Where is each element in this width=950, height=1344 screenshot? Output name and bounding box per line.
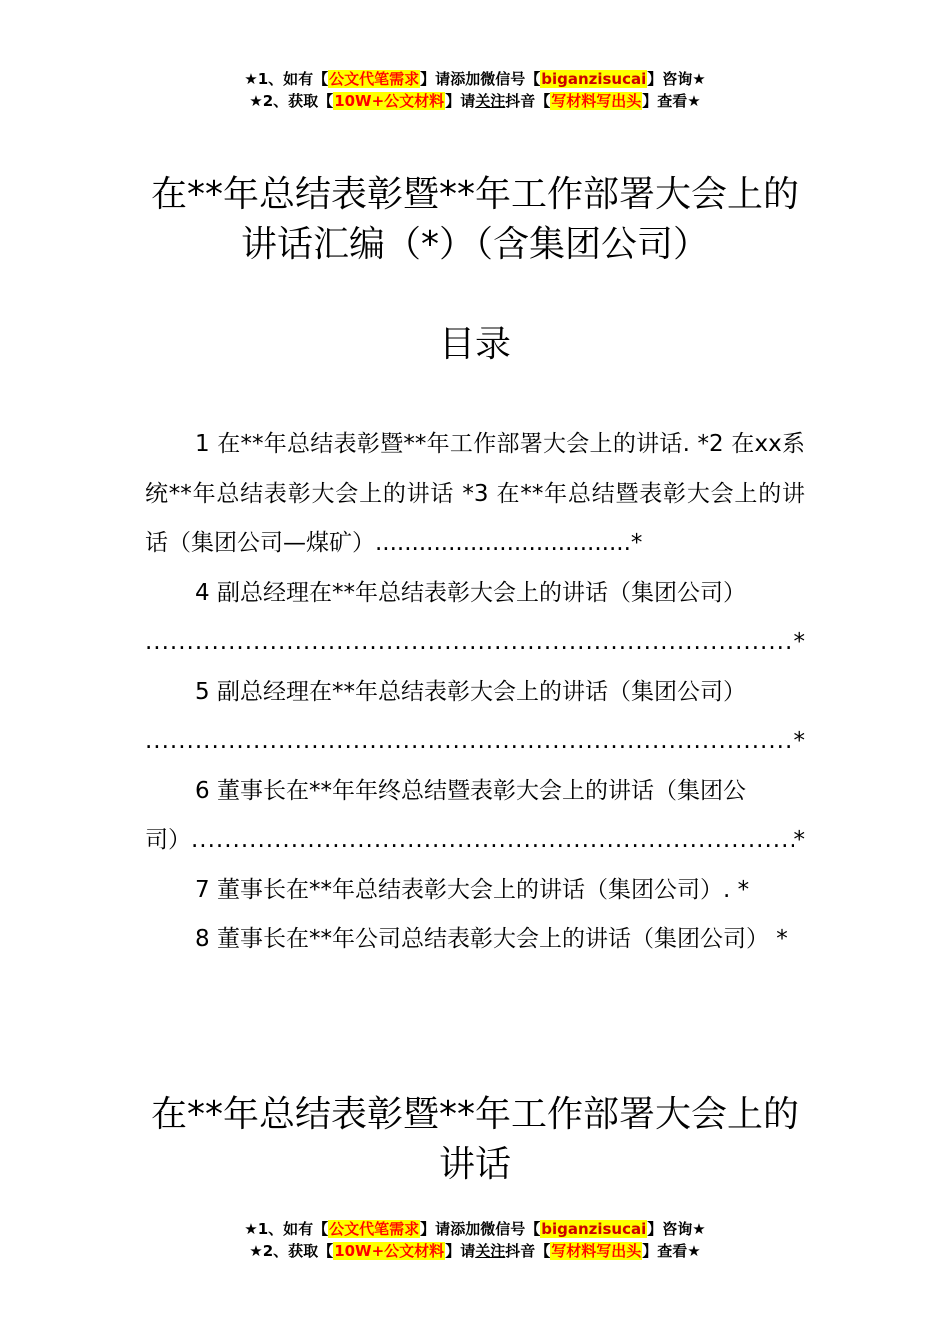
promo-text: 微信号【 (480, 70, 541, 88)
promo-text: 关注 (475, 92, 506, 110)
toc-leader: ..... * (145, 717, 805, 767)
douyin-highlight: 写材料写出头 (551, 92, 642, 110)
promo-text: 】查看★ (642, 92, 701, 110)
douyin-highlight: 写材料写出头 (551, 1242, 642, 1260)
toc-entry[interactable]: 8 董事长在**年公司总结表彰大会上的讲话（集团公司） * (195, 926, 788, 952)
promo-line-1 (0, 68, 950, 90)
promo-text: 】咨询★ (647, 70, 706, 88)
promo-line-2 (0, 90, 950, 112)
toc-entry[interactable]: 4 副总经理在**年总结表彰大会上的讲话（集团公司） (195, 579, 746, 606)
wechat-id-highlight: biganzisucai (541, 70, 647, 88)
promo-text: 】请 (420, 70, 451, 88)
promo-text: ★2、获取【 (249, 92, 334, 110)
promo-text: 抖音【 (505, 92, 551, 110)
document-title (145, 170, 805, 270)
toc-entry[interactable]: 1 在**年总结表彰暨**年工作部署大会上的讲话. *2 在xx系统**年总结表彰大会上的讲话 *3 在**年总结暨表彰大会上的讲话（集团公司—煤矿）...................................* (145, 431, 805, 556)
promo-banner-top (0, 68, 950, 112)
promo-line-1 (0, 1218, 950, 1240)
title-line: 在**年总结表彰暨**年工作部署大会上的 (150, 1094, 799, 1135)
toc-entry[interactable]: 7 董事长在**年总结表彰大会上的讲话（集团公司）. * (195, 876, 750, 903)
wechat-id-highlight: biganzisucai (541, 1220, 647, 1238)
promo-text: 关注 (475, 1242, 506, 1260)
toc-entry[interactable]: 5 副总经理在**年总结表彰大会上的讲话（集团公司） (195, 678, 746, 705)
toc-heading: 目录 (438, 324, 511, 365)
toc-entry[interactable]: 6 董事长在**年年终总结暨表彰大会上的讲话（集团公 (195, 777, 746, 804)
promo-text: 抖音【 (505, 1242, 551, 1260)
promo-highlight: 10W+公文材料 (334, 92, 445, 110)
promo-text: 添加 (450, 1220, 481, 1238)
promo-text: ★2、获取【 (249, 1242, 334, 1260)
promo-text: 】请 (445, 92, 476, 110)
promo-text: ★1、如有【 (244, 1220, 329, 1238)
title-line: 讲话 (438, 1144, 511, 1185)
toc-leader: ..... * (145, 618, 805, 668)
promo-highlight: 公文代笔需求 (329, 70, 420, 88)
promo-text: ★1、如有【 (244, 70, 329, 88)
promo-highlight: 公文代笔需求 (329, 1220, 420, 1238)
promo-banner-bottom (0, 1218, 950, 1262)
promo-text: 】查看★ (642, 1242, 701, 1260)
title-line: 在**年总结表彰暨**年工作部署大会上的 (150, 174, 799, 215)
promo-text: 添加 (450, 70, 481, 88)
promo-text: 微信号【 (480, 1220, 541, 1238)
title-line: 讲话汇编（*）（含集团公司） (240, 224, 709, 265)
promo-text: 】请 (420, 1220, 451, 1238)
promo-text: 】请 (445, 1242, 476, 1260)
table-of-contents (145, 420, 805, 965)
toc-leader: 司） ..... * (145, 816, 805, 866)
section-title (145, 1090, 805, 1190)
promo-line-2 (0, 1240, 950, 1262)
promo-text: 】咨询★ (647, 1220, 706, 1238)
promo-highlight: 10W+公文材料 (334, 1242, 445, 1260)
